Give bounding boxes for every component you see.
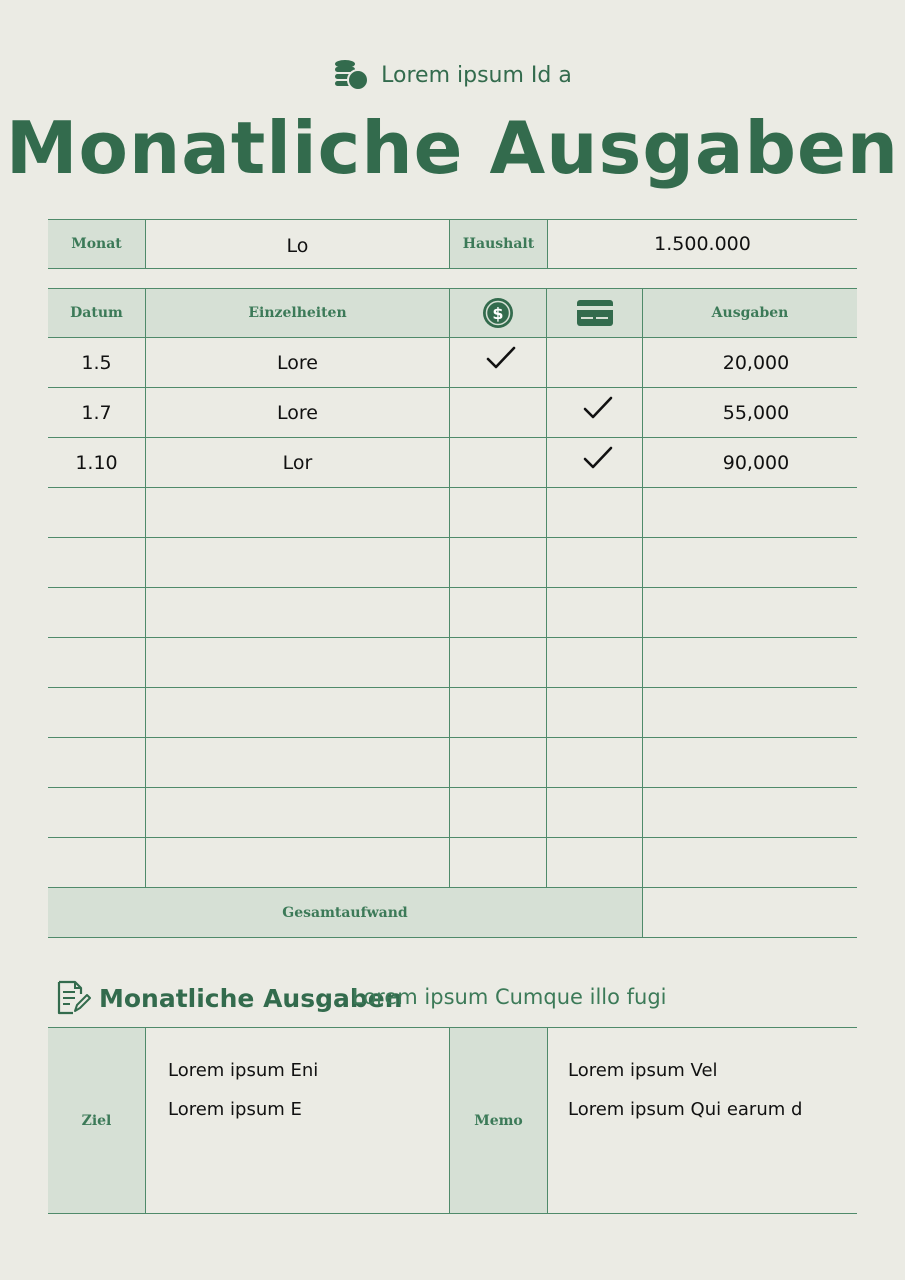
row-cash-checkbox[interactable] (486, 396, 516, 420)
row-amount[interactable]: 55,000 (722, 402, 790, 424)
column-header-expense: Ausgaben (711, 304, 789, 321)
checkmark-icon (583, 446, 613, 470)
notes-title: Monatliche Ausgaben (99, 983, 403, 1013)
checkmark-icon (486, 346, 516, 370)
column-header-card (547, 288, 642, 337)
table-row-divider (48, 937, 857, 938)
credit-card-icon (577, 300, 613, 326)
page-title: Monatliche Ausgaben (5, 106, 900, 190)
column-header-details: Einzelheiten (248, 304, 347, 321)
notes-heading (55, 978, 403, 1018)
svg-text:$: $ (492, 303, 504, 323)
document-edit-icon (55, 980, 91, 1016)
header-subtitle: Lorem ipsum Id a (381, 62, 572, 88)
memo-line-2[interactable]: Lorem ipsum Qui earum d (568, 1099, 803, 1120)
budget-value[interactable]: 1.500.000 (654, 232, 751, 255)
table-row-divider (48, 787, 857, 788)
goal-line-1[interactable]: Lorem ipsum Eni (168, 1060, 319, 1081)
column-header-date: Datum (70, 304, 123, 321)
row-card-checkbox[interactable] (583, 396, 613, 420)
row-amount[interactable]: 90,000 (722, 452, 790, 474)
budget-label: Haushalt (462, 235, 535, 252)
table-row-divider (48, 637, 857, 638)
table-row-divider (48, 687, 857, 688)
row-cash-checkbox[interactable] (486, 346, 516, 370)
month-value[interactable]: Lo (286, 234, 309, 257)
memo-line-1[interactable]: Lorem ipsum Vel (568, 1060, 718, 1081)
row-date[interactable]: 1.10 (75, 452, 118, 474)
table-row-divider (48, 537, 857, 538)
memo-label: Memo (474, 1112, 523, 1129)
checkmark-icon (583, 396, 613, 420)
total-value[interactable] (643, 888, 857, 937)
row-details[interactable]: Lore (277, 352, 318, 374)
row-date[interactable]: 1.5 (81, 352, 112, 374)
notes-subtitle: Lorem ipsum Cumque illo fugi (352, 985, 667, 1009)
row-details[interactable]: Lore (277, 402, 318, 424)
row-card-checkbox[interactable] (583, 346, 613, 370)
goal-line-2[interactable]: Lorem ipsum E (168, 1099, 302, 1120)
row-card-checkbox[interactable] (583, 446, 613, 470)
table-row-divider (48, 737, 857, 738)
total-label: Gesamtaufwand (282, 904, 408, 921)
row-date[interactable]: 1.7 (81, 402, 112, 424)
month-label: Monat (71, 235, 122, 252)
header-subtitle-row (0, 58, 905, 92)
dollar-coin-icon (482, 297, 514, 329)
row-amount[interactable]: 20,000 (722, 352, 790, 374)
row-details[interactable]: Lor (282, 452, 313, 474)
row-cash-checkbox[interactable] (486, 446, 516, 470)
table-row-divider (48, 587, 857, 588)
column-header-cash (450, 288, 546, 337)
table-row-divider (48, 837, 857, 838)
goal-label: Ziel (81, 1112, 112, 1129)
coins-icon (333, 58, 369, 92)
